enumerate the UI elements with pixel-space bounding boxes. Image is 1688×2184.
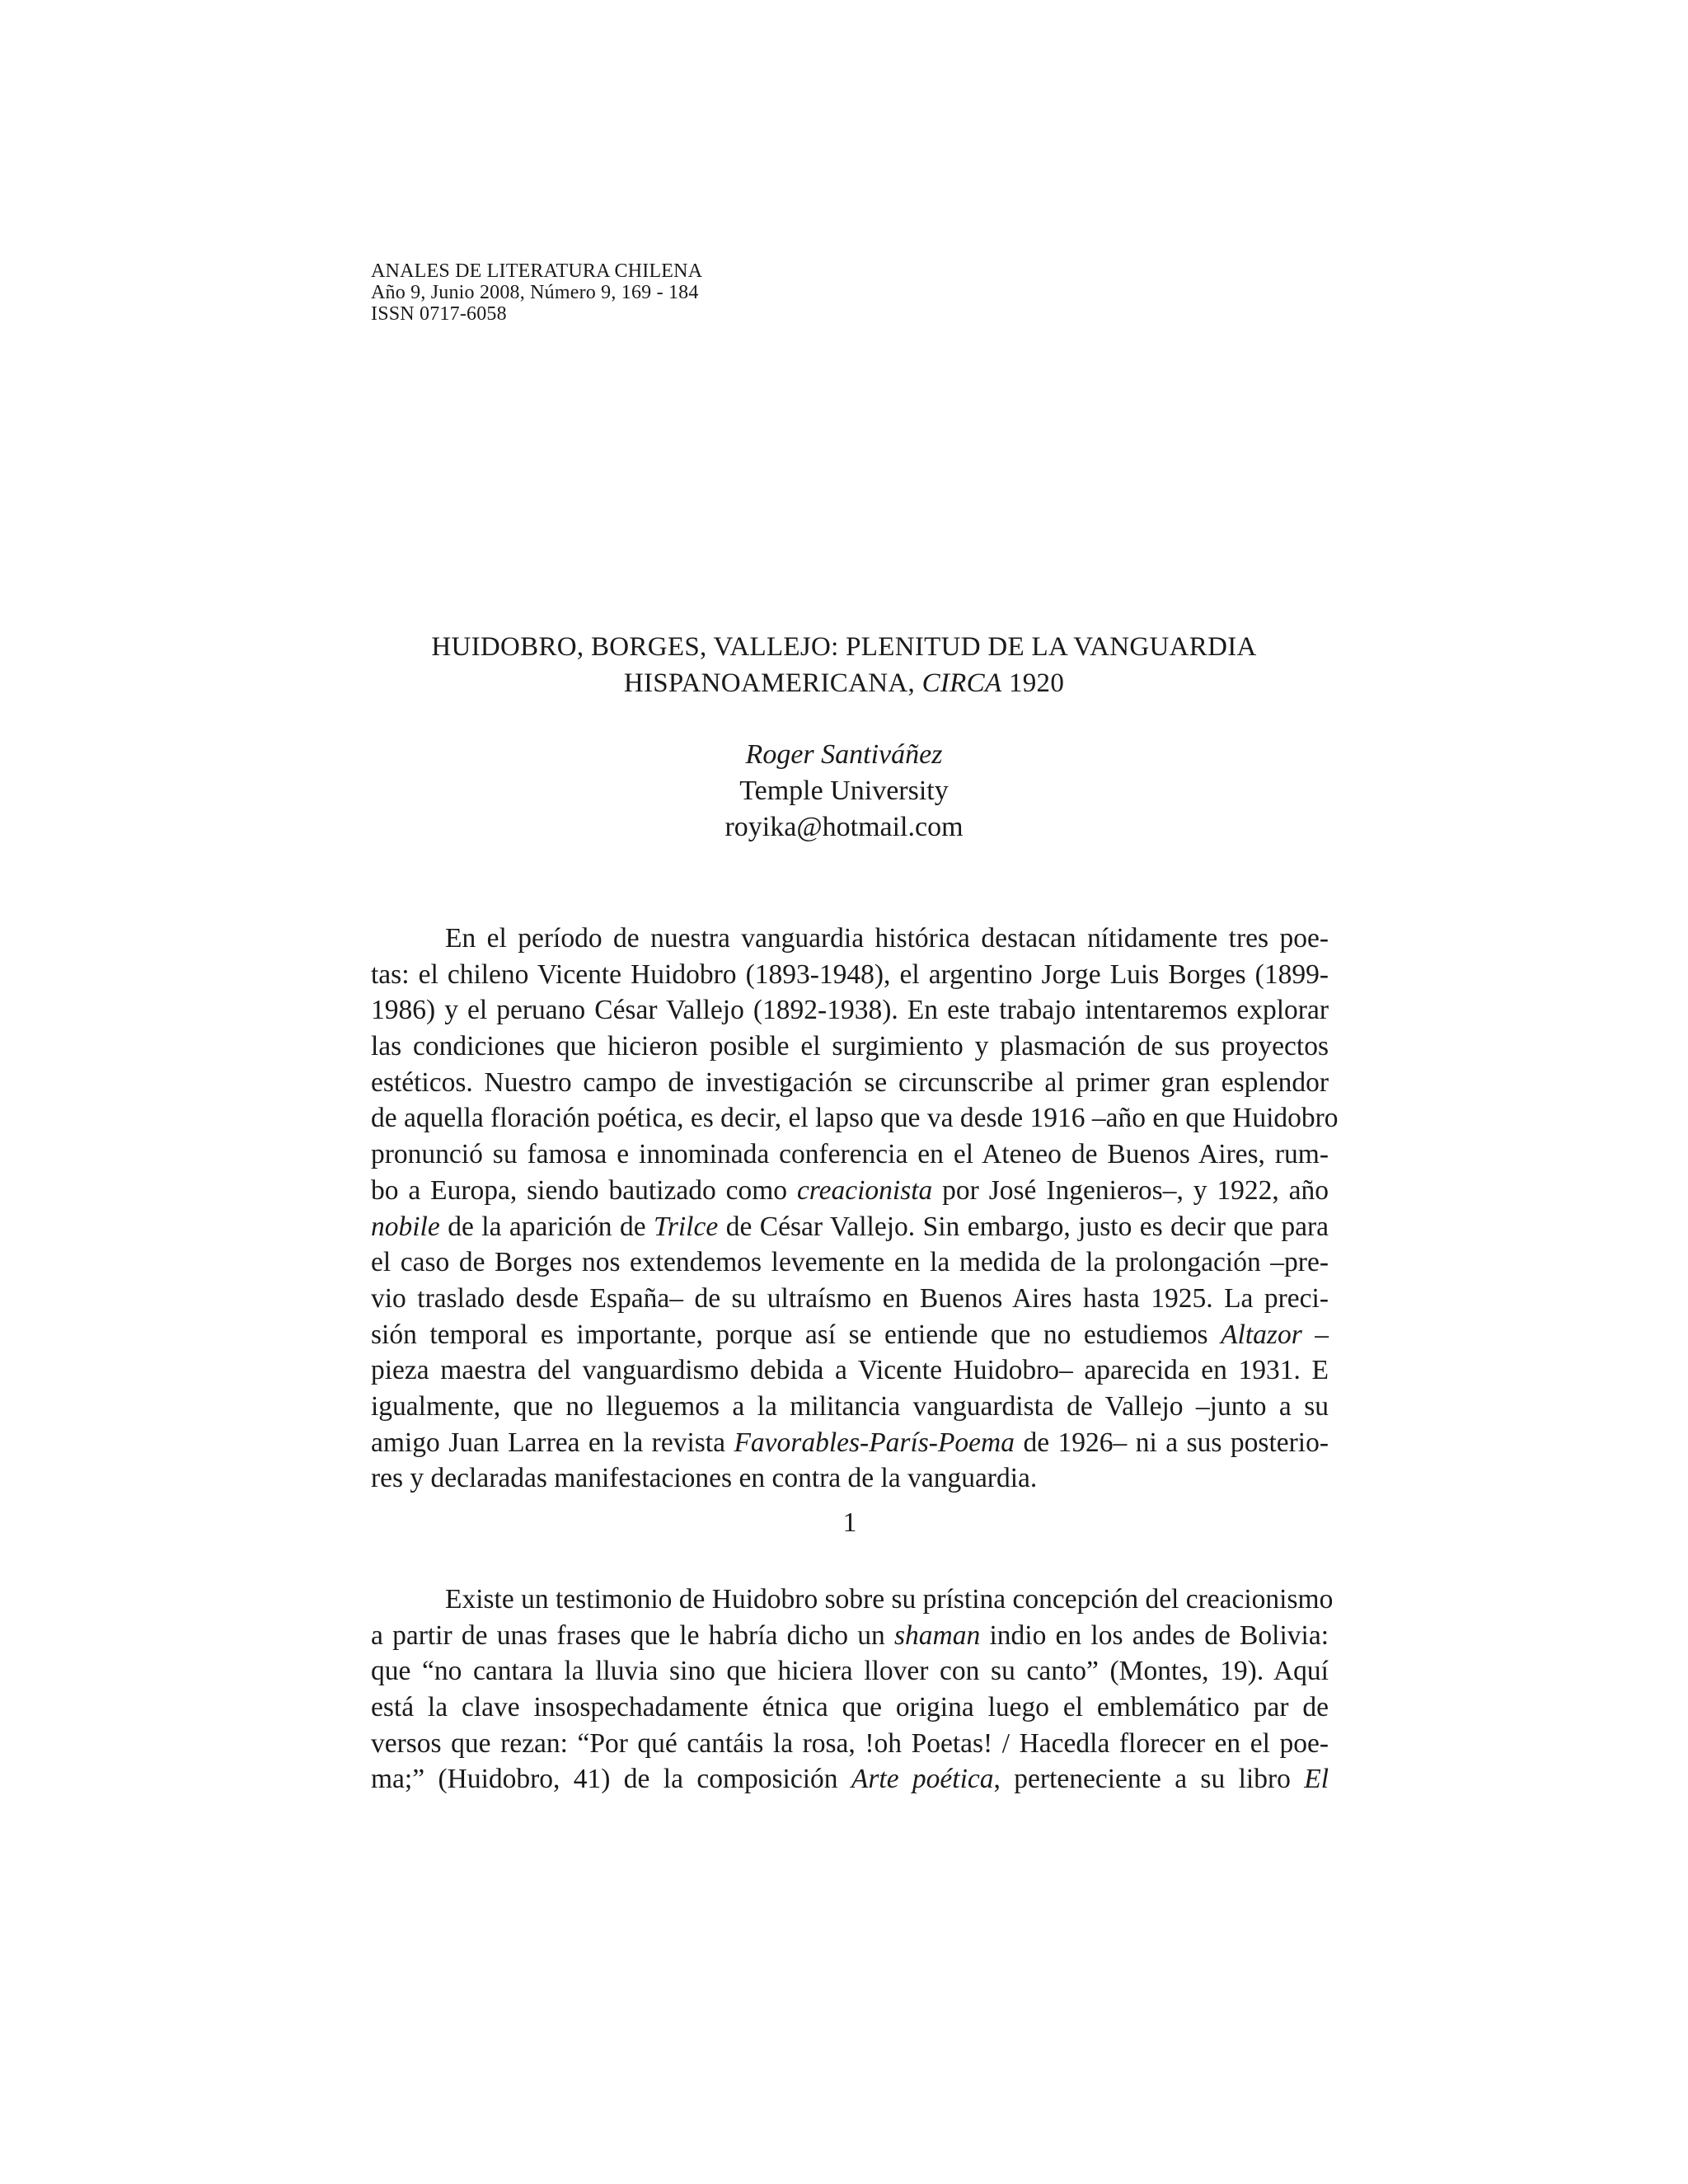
author-name: Roger Santiváñez [745,739,943,770]
text-line: estéticos. Nuestro campo de investigación se circunscribe al primer gran esplendor [371,1066,1329,1098]
text-line: de aquella floración poética, es decir, el lapso que va desde 1916 –año en que Huidobro [371,1103,1339,1134]
article-title-line-2 [247,665,1441,701]
author-affiliation: Temple University [739,776,949,806]
text-italic: nobile [371,1211,440,1242]
text-run: – [1301,1319,1329,1350]
section-number: 1 [842,1507,857,1538]
author-block [247,737,1441,846]
text-italic: Trilce [654,1211,719,1242]
author-email: royika@hotmail.com [724,812,964,842]
text-line: Existe un testimonio de Huidobro sobre su prístina concepción del creacionismo [445,1584,1334,1615]
text-line [371,1209,1329,1245]
title-text: HISPANOAMERICANA, [623,668,922,698]
text-run: ma;” (Huidobro, 41) de la composición [371,1764,851,1795]
text-line: igualmente, que no lleguemos a la militancia vanguardista de Vallejo –junto a su [371,1390,1329,1422]
body-paragraph-1 [371,921,1339,1497]
text-line: las condiciones que hicieron posible el surgimiento y plasmación de sus proyectos [371,1031,1329,1062]
text-italic: Altazor [1221,1319,1302,1350]
text-line: tas: el chileno Vicente Huidobro (1893-1948), el argentino Jorge Luis Borges (1899- [371,958,1329,990]
text-italic: creacionista [796,1174,933,1206]
journal-header [371,260,702,325]
text-italic: Favorables-París-Poema [734,1427,1015,1458]
title-year: 1920 [1001,668,1065,698]
text-run: amigo Juan Larrea en la revista [371,1427,734,1458]
text-line: versos que rezan: “Por qué cantáis la rosa, !oh Poetas! / Hacedla florecer en el poe- [371,1727,1329,1759]
text-line: res y declaradas manifestaciones en contra de la vanguardia. [371,1463,1038,1494]
text-line [371,1173,1329,1209]
body-paragraph-2 [371,1582,1334,1797]
text-run: a partir de unas frases que le habría dicho un [371,1619,894,1651]
text-run: de 1926– ni a sus posterio- [1014,1427,1329,1458]
text-run: , perteneciente a su libro [993,1764,1305,1795]
text-italic: shaman [894,1619,981,1651]
text-line [371,1761,1329,1797]
article-title-line-1: HUIDOBRO, BORGES, VALLEJO: PLENITUD DE LA VANGUARDIA [431,632,1257,662]
text-run: de la aparición de [439,1211,654,1242]
text-line [371,1425,1329,1461]
text-line [371,1317,1329,1353]
title-italic-circa: CIRCA [921,668,1002,698]
text-line: vio traslado desde España– de su ultraísmo en Buenos Aires hasta 1925. La preci- [371,1282,1329,1314]
text-line: pieza maestra del vanguardismo debida a Vicente Huidobro– aparecida en 1931. E [371,1355,1329,1386]
journal-issue: Año 9, Junio 2008, Número 9, 169 - 184 [371,282,699,303]
text-run: por José Ingenieros–, y 1922, año [932,1174,1329,1206]
text-line: 1986) y el peruano César Vallejo (1892-1938). En este trabajo intentaremos explorar [371,995,1329,1026]
journal-issn: ISSN 0717-6058 [371,303,507,325]
article-title [247,629,1441,701]
text-line [371,1618,1329,1654]
text-line: En el período de nuestra vanguardia histórica destacan nítidamente tres poe- [445,923,1329,954]
text-run: bo a Europa, siendo bautizado como [371,1174,797,1206]
text-run: sión temporal es importante, porque así se entiende que no estudiemos [371,1319,1221,1350]
text-line: el caso de Borges nos extendemos levemente en la medida de la prolongación –pre- [371,1247,1329,1278]
text-run: de César Vallejo. Sin embargo, justo es decir que para [718,1211,1329,1242]
text-italic: Arte poética [851,1764,994,1795]
text-line: está la clave insospechadamente étnica que origina luego el emblemático par de [371,1692,1329,1723]
text-line: que “no cantara la lluvia sino que hiciera llover con su canto” (Montes, 19). Aquí [371,1656,1329,1687]
text-italic: El [1304,1764,1329,1795]
journal-name: ANALES DE LITERATURA CHILENA [371,260,703,282]
text-run: indio en los andes de Bolivia: [980,1619,1329,1651]
text-line: pronunció su famosa e innominada conferencia en el Ateneo de Buenos Aires, rum- [371,1139,1329,1170]
